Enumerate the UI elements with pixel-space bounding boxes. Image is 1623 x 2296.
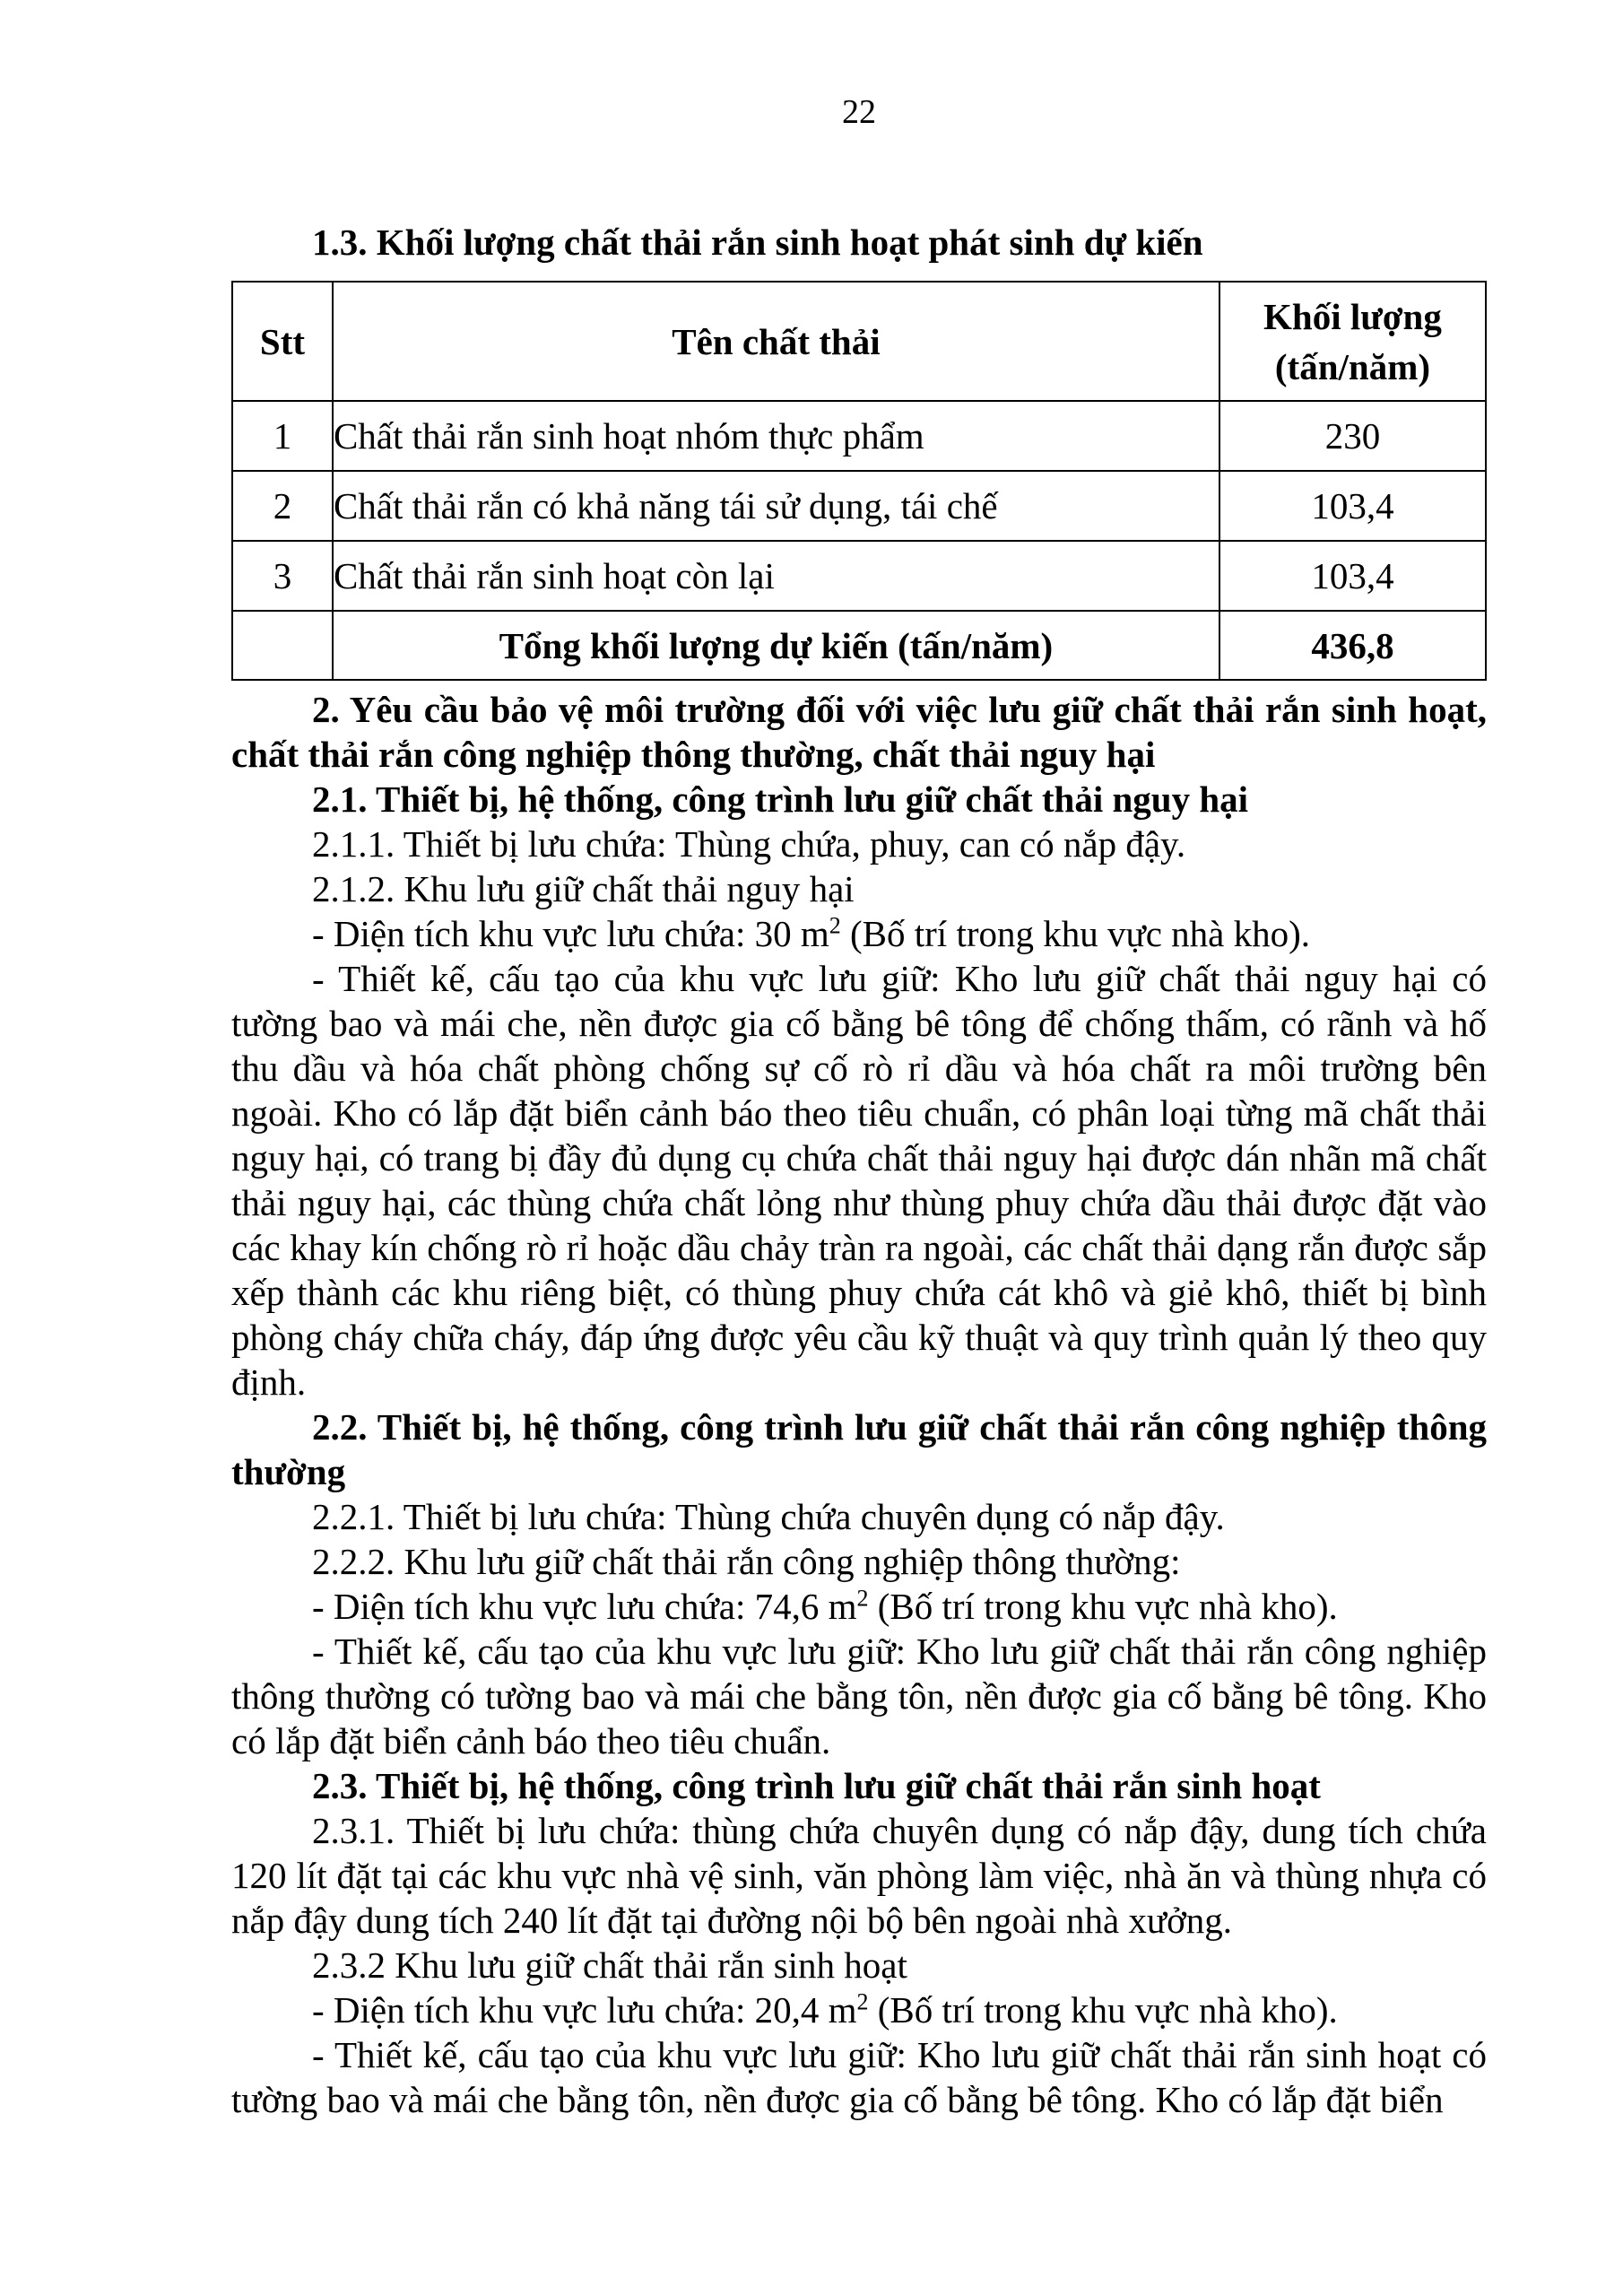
superscript-2: 2 [856,1585,869,1612]
row-index: 1 [232,401,333,471]
row-quantity: 103,4 [1219,541,1486,611]
para-2-1-2: 2.1.2. Khu lưu giữ chất thải nguy hại [312,868,855,909]
section-1-3-heading: 1.3. Khối lượng chất thải rắn sinh hoạt phát sinh dự kiến [312,222,1203,263]
area-text-pre: - Diện tích khu vực lưu chứa: 74,6 m [312,1586,857,1627]
table-header-row [232,282,1486,401]
row-quantity: 230 [1219,401,1486,471]
section-2-1-heading: 2.1. Thiết bị, hệ thống, công trình lưu giữ chất thải nguy hại [312,778,1249,820]
superscript-2: 2 [856,1988,869,2015]
waste-volume-table [231,281,1487,681]
para-2-1-1: 2.1.1. Thiết bị lưu chứa: Thùng chứa, phuy, can có nắp đậy. [312,823,1186,865]
area-text-pre: - Diện tích khu vực lưu chứa: 20,4 m [312,1989,857,2031]
superscript-2: 2 [829,912,841,939]
table-row [232,471,1486,541]
section-2-3-heading: 2.3. Thiết bị, hệ thống, công trình lưu giữ chất thải rắn sinh hoạt [312,1765,1321,1806]
para-2-2-1: 2.2.1. Thiết bị lưu chứa: Thùng chứa chuyên dụng có nắp đậy. [312,1496,1225,1537]
area-text-pre: - Diện tích khu vực lưu chứa: 30 m [312,913,829,954]
table-row [232,541,1486,611]
header-waste-name: Tên chất thải [333,282,1219,401]
row-index: 3 [232,541,333,611]
header-quantity-line2: (tấn/năm) [1274,345,1430,387]
row-quantity: 103,4 [1219,471,1486,541]
header-stt: Stt [232,282,333,401]
body-text [231,687,1487,2122]
page-number: 22 [842,93,876,131]
row-waste-name: Chất thải rắn sinh hoạt nhóm thực phẩm [333,401,1219,471]
para-2-3-1: 2.3.1. Thiết bị lưu chứa: thùng chứa chuyên dụng có nắp đậy, dung tích chứa 120 lít đặt tại các khu vực nhà vệ sinh, văn phòng làm việc, nhà ăn và thùng nhựa có nắp đậy dung tích 240 lít đặt tại đường nội bộ bên ngoài nhà xưởng. [231,1810,1487,1941]
para-2-3-2: 2.3.2 Khu lưu giữ chất thải rắn sinh hoạt [312,1944,907,1986]
para-area-domestic [231,1987,1487,2032]
header-quantity-line1: Khối lượng [1263,295,1442,337]
row-index: 2 [232,471,333,541]
header-quantity [1219,282,1486,401]
section-2-2-heading: 2.2. Thiết bị, hệ thống, công trình lưu giữ chất thải rắn công nghiệp thông thường [231,1406,1487,1492]
area-text-post: (Bố trí trong khu vực nhà kho). [868,1989,1338,2031]
section-2-heading: 2. Yêu cầu bảo vệ môi trường đối với việc lưu giữ chất thải rắn sinh hoạt, chất thải rắn công nghiệp thông thường, chất thải nguy hại [231,689,1487,775]
row-waste-name: Chất thải rắn có khả năng tái sử dụng, tái chế [333,471,1219,541]
table-total-row [232,611,1486,680]
row-waste-name: Chất thải rắn sinh hoạt còn lại [333,541,1219,611]
table-row [232,401,1486,471]
para-design-industrial: - Thiết kế, cấu tạo của khu vực lưu giữ: Kho lưu giữ chất thải rắn công nghiệp thông thường có tường bao và mái che bằng tôn, nền được gia cố bằng bê tông. Kho có lắp đặt biển cảnh báo theo tiêu chuẩn. [231,1631,1487,1761]
area-text-post: (Bố trí trong khu vực nhà kho). [840,913,1311,954]
para-area-hazardous [231,911,1487,956]
total-quantity: 436,8 [1219,611,1486,680]
para-2-2-2: 2.2.2. Khu lưu giữ chất thải rắn công nghiệp thông thường: [312,1541,1181,1582]
area-text-post: (Bố trí trong khu vực nhà kho). [868,1586,1338,1627]
para-design-domestic: - Thiết kế, cấu tạo của khu vực lưu giữ: Kho lưu giữ chất thải rắn sinh hoạt có tường bao và mái che bằng tôn, nền được gia cố bằng bê tông. Kho có lắp đặt biển [231,2034,1487,2120]
total-label: Tổng khối lượng dự kiến (tấn/năm) [333,611,1219,680]
para-design-hazardous: - Thiết kế, cấu tạo của khu vực lưu giữ: Kho lưu giữ chất thải nguy hại có tường bao và mái che, nền được gia cố bằng bê tông để chống thấm, có rãnh và hố thu dầu và hóa chất phòng chống sự cố rò rỉ dầu và hóa chất ra môi trường bên ngoài. Kho có lắp đặt biển cảnh báo theo tiêu chuẩn, có phân loại từng mã chất thải nguy hại, có trang bị đầy đủ dụng cụ chứa chất thải nguy hại được dán nhãn mã chất thải nguy hại, các thùng chứa chất lỏng như thùng phuy chứa dầu thải được đặt vào các khay kín chống rò rỉ hoặc dầu chảy tràn ra ngoài, các chất thải dạng rắn được sắp xếp thành các khu riêng biệt, có thùng phuy chứa cát khô và giẻ khô, thiết bị bình phòng cháy chữa cháy, đáp ứng được yêu cầu kỹ thuật và quy trình quản lý theo quy định. [231,958,1487,1403]
total-empty-cell [232,611,333,680]
para-area-industrial [231,1584,1487,1629]
